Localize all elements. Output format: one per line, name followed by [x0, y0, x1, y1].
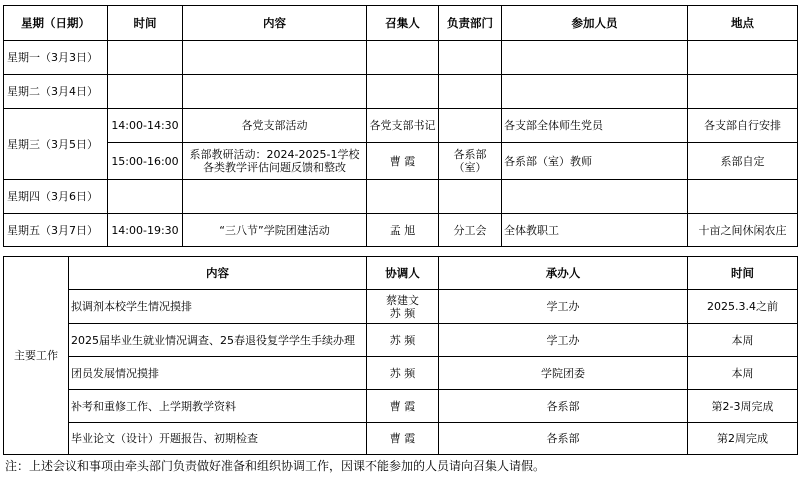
content-cell: “三八节”学院团建活动 [183, 214, 367, 247]
time-cell [108, 75, 183, 109]
dept-cell: 各系部（室） [439, 143, 502, 180]
table-row [4, 357, 798, 390]
day-cell: 星期三（3月5日） [4, 109, 108, 180]
footnote: 注：上述会议和事项由牵头部门负责做好准备和组织协调工作，因课不能参加的人员请向召集人请假。 [5, 459, 546, 473]
organizer-cell: 学工办 [439, 324, 688, 357]
work-content-cell: 2025届毕业生就业情况调查、25春退役复学学生手续办理 [69, 324, 367, 357]
work-time-cell: 第2周完成 [688, 423, 798, 455]
attendees-cell [502, 75, 688, 109]
dept-cell [439, 180, 502, 214]
attendees-cell: 全体教职工 [502, 214, 688, 247]
main-work-table [3, 256, 798, 455]
day-cell: 星期五（3月7日） [4, 214, 108, 247]
day-cell: 星期四（3月6日） [4, 180, 108, 214]
table-row [4, 324, 798, 357]
location-cell [688, 41, 798, 75]
location-cell: 各支部自行安排 [688, 109, 798, 143]
convener-cell: 孟 旭 [367, 214, 439, 247]
work-content-cell: 团员发展情况摸排 [69, 357, 367, 390]
header-coordinator: 协调人 [367, 257, 439, 290]
header-day: 星期（日期） [4, 6, 108, 41]
work-time-cell: 2025.3.4之前 [688, 290, 798, 324]
location-cell [688, 75, 798, 109]
dept-cell: 分工会 [439, 214, 502, 247]
attendees-cell [502, 41, 688, 75]
coordinator-cell: 曹 霞 [367, 390, 439, 423]
content-cell [183, 75, 367, 109]
convener-cell: 各党支部书记 [367, 109, 439, 143]
table-row [4, 180, 798, 214]
content-cell [183, 180, 367, 214]
header-time: 时间 [108, 6, 183, 41]
header-location: 地点 [688, 6, 798, 41]
table-row [4, 75, 798, 109]
table-row [4, 423, 798, 455]
work-content-cell: 补考和重修工作、上学期教学资料 [69, 390, 367, 423]
attendees-cell: 各系部（室）教师 [502, 143, 688, 180]
attendees-cell [502, 180, 688, 214]
organizer-cell: 学院团委 [439, 357, 688, 390]
time-cell: 14:00-14:30 [108, 109, 183, 143]
schedule-table [3, 5, 798, 247]
table-row [4, 214, 798, 247]
work-content-cell: 毕业论文（设计）开题报告、初期检查 [69, 423, 367, 455]
time-cell [108, 41, 183, 75]
header-organizer: 承办人 [439, 257, 688, 290]
table-row [4, 143, 798, 180]
header-convener: 召集人 [367, 6, 439, 41]
table-row [4, 41, 798, 75]
content-cell: 系部教研活动：2024-2025-1学校各类教学评估问题反馈和整改 [183, 143, 367, 180]
main-work-label: 主要工作 [4, 257, 69, 455]
day-cell: 星期二（3月4日） [4, 75, 108, 109]
dept-cell [439, 109, 502, 143]
dept-cell [439, 41, 502, 75]
work-time-cell: 本周 [688, 324, 798, 357]
attendees-cell: 各支部全体师生党员 [502, 109, 688, 143]
coordinator-cell: 蔡建文 苏 频 [367, 290, 439, 324]
location-cell: 十亩之间休闲农庄 [688, 214, 798, 247]
time-cell [108, 180, 183, 214]
header-content: 内容 [183, 6, 367, 41]
header-work-content: 内容 [69, 257, 367, 290]
header-work-time: 时间 [688, 257, 798, 290]
table-row [4, 290, 798, 324]
location-cell: 系部自定 [688, 143, 798, 180]
convener-cell [367, 180, 439, 214]
organizer-cell: 各系部 [439, 423, 688, 455]
content-cell: 各党支部活动 [183, 109, 367, 143]
coordinator-cell: 苏 频 [367, 324, 439, 357]
content-cell [183, 41, 367, 75]
main-work-header-row [4, 257, 798, 290]
location-cell [688, 180, 798, 214]
convener-cell: 曹 霞 [367, 143, 439, 180]
dept-cell [439, 75, 502, 109]
day-cell: 星期一（3月3日） [4, 41, 108, 75]
schedule-header-row [4, 6, 798, 41]
time-cell: 14:00-19:30 [108, 214, 183, 247]
organizer-cell: 学工办 [439, 290, 688, 324]
coordinator-cell: 曹 霞 [367, 423, 439, 455]
work-content-cell: 拟调剂本校学生情况摸排 [69, 290, 367, 324]
convener-cell [367, 75, 439, 109]
convener-cell [367, 41, 439, 75]
time-cell: 15:00-16:00 [108, 143, 183, 180]
organizer-cell: 各系部 [439, 390, 688, 423]
header-attendees: 参加人员 [502, 6, 688, 41]
work-time-cell: 第2-3周完成 [688, 390, 798, 423]
coordinator-cell: 苏 频 [367, 357, 439, 390]
table-row [4, 109, 798, 143]
header-dept: 负责部门 [439, 6, 502, 41]
table-row [4, 390, 798, 423]
work-time-cell: 本周 [688, 357, 798, 390]
